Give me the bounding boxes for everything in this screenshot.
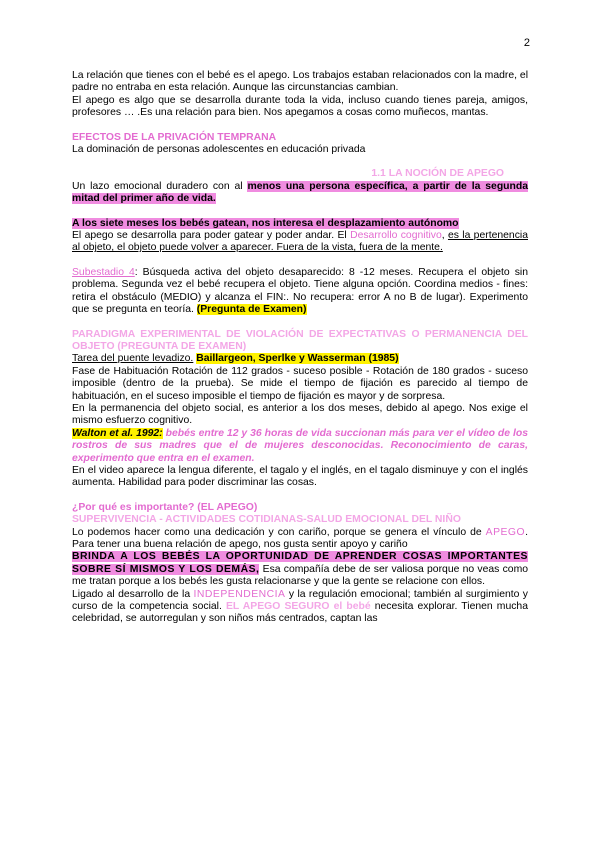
- ligado-text-2: y la regulación emocional; también al surgimiento y curso de la competencia social.: [72, 588, 529, 613]
- brinda-text: Esa compañía debe de ser valiosa porque no veas como me tratan porque a los bebés les gusta relacionarse y que la gente se relacione con ellos.: [72, 563, 528, 588]
- paragraph-video: En el video aparece la lengua diferente, el tagalo y el inglés, en el tagalo disminuye y con el inglés aumenta. Habilidad para poder discriminar las cosas.: [72, 464, 528, 489]
- page-content: [72, 70, 528, 626]
- apego-underlined: es la pertenencia al objeto, el objeto puede volver a aparecer. Fuera de la vista, fuera de la mente.: [72, 230, 528, 254]
- dedicacion-text-2: . Para tener una buena relación de apego, nos gusta sentir apoyo y cariño: [72, 526, 528, 550]
- tarea-authors-highlight: Baillargeon, Sperlke y Wasserman (1985): [196, 353, 399, 365]
- paragraph-apego-vida: El apego es algo que se desarrolla durante toda la vida, incluso cuando tienes pareja, amigos, profesores … .Es una relación para bien. Nos apegamos a cosas como muñecos, mantas.: [72, 94, 528, 119]
- independencia-pink: INDEPENDENCIA: [193, 588, 286, 600]
- page-number: 2: [523, 37, 530, 49]
- paragraph-ligado: [72, 589, 528, 626]
- heading-nocion-apego: 1.1 LA NOCIÓN DE APEGO: [371, 168, 504, 180]
- apego-comma: ,: [441, 230, 448, 242]
- paragraph-relacion: La relación que tienes con el bebé es el apego. Los trabajos estaban relacionados con la madre, el padre no entraba en esta relación. Aunque las circunstancias cambian.: [72, 70, 528, 94]
- siete-meses-highlight: A los siete meses los bebés gatean, nos interesa el desplazamiento autónomo: [72, 217, 459, 229]
- heading-paradigma: PARADIGMA EXPERIMENTAL DE VIOLACIÓN DE EXPECTATIVAS O PERMANENCIA DEL OBJETO (PREGUNTA DE EXAMEN): [72, 328, 528, 352]
- brinda-highlight: BRINDA A LOS BEBÉS LA OPORTUNIDAD DE APRENDER COSAS IMPORTANTES SOBRE SÍ MISMOS Y LOS DEMÁS,: [72, 551, 528, 575]
- tarea-label: Tarea del puente levadizo.: [72, 353, 194, 365]
- walton-highlight: Walton et al. 1992:: [72, 427, 163, 439]
- dedicacion-text: Lo podemos hacer como una dedicación y con cariño, porque se genera el vínculo de: [72, 526, 486, 538]
- desarrollo-cognitivo-link[interactable]: Desarrollo cognitivo: [350, 230, 442, 242]
- paragraph-fase: Fase de Habituación Rotación de 112 grados - suceso posible - Rotación de 180 grados - suceso imposible (dentro de la prueba). Se mide el tiempo de fijación es parecido al tiempo de habituación, en el suceso imposible el tiempo de fijación es mayor y de sorpresa.: [72, 365, 528, 402]
- lazo-highlight: menos una persona específica, a partir de la segunda mitad del primer año de vida.: [72, 180, 528, 205]
- subestadio-text: : Búsqueda activa del objeto desaparecido: 8 -12 meses. Recupera el objeto sin problema. Segunda vez el bebé recupera el objeto. Tiene alguna opción. Coordina medios - fines: retira el obstáculo (MEDIO) y alcanza el FIN:. No recupera: error A no B de lugar). Experimento que se pregunta en teoría.: [72, 266, 528, 316]
- ligado-text-3: necesita explorar. Tienen mucha celebridad, se autorregulan y son niños más centrados, captan las: [72, 601, 528, 625]
- paragraph-permanencia: En la permanencia del objeto social, es anterior a los dos meses, debido al apego. Nos exige el mismo esfuerzo cognitivo.: [72, 402, 528, 427]
- paragraph-walton: [72, 428, 528, 465]
- walton-text: bebés entre 12 y 36 horas de vida succionan más para ver el vídeo de los rostros de sus madres que el de mujeres desconocidas. Reconocimiento de caras, experimento que entra en el examen.: [72, 427, 529, 464]
- paragraph-dedicacion: [72, 527, 528, 552]
- paragraph-tarea: [72, 353, 528, 365]
- heading-efectos: EFECTOS DE LA PRIVACIÓN TEMPRANA: [72, 131, 277, 143]
- paragraph-siete-meses: [72, 218, 528, 230]
- paragraph-subestadio: [72, 267, 528, 317]
- apego-seguro-pink: EL APEGO SEGURO el bebé: [225, 601, 371, 613]
- paragraph-apego-desarrollo: [72, 230, 528, 255]
- ligado-text: Ligado al desarrollo de la: [72, 588, 194, 600]
- pregunta-examen-highlight: (Pregunta de Examen): [196, 304, 307, 316]
- paragraph-dominacion: La dominación de personas adolescentes en educación privada: [72, 144, 366, 156]
- lazo-text: Un lazo emocional duradero con al: [72, 180, 248, 192]
- apego-text: El apego se desarrolla para poder gatear y poder andar. El: [72, 230, 351, 242]
- heading-por-que: ¿Por qué es importante? (EL APEGO): [72, 501, 258, 513]
- paragraph-lazo: [72, 181, 528, 206]
- subestadio-label: Subestadio 4: [72, 266, 135, 278]
- apego-pink: APEGO: [485, 526, 526, 538]
- paragraph-brinda: [72, 551, 528, 588]
- heading-supervivencia: SUPERVIVENCIA - ACTIVIDADES COTIDIANAS-SALUD EMOCIONAL DEL NIÑO: [72, 514, 461, 526]
